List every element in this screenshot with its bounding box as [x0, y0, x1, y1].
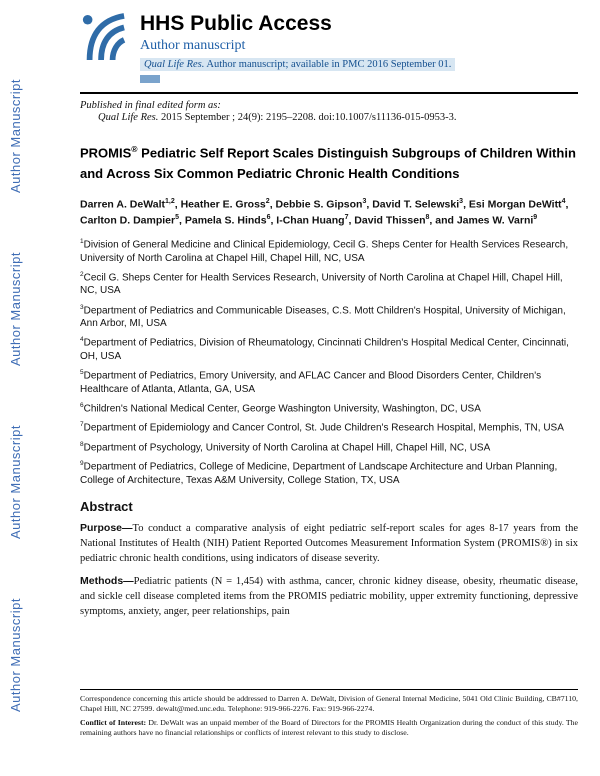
author-manuscript-watermark: Author Manuscript: [8, 79, 23, 193]
affiliation-number: 5: [80, 369, 84, 377]
author-manuscript-watermark: Author Manuscript: [8, 425, 23, 539]
registered-mark: ®: [131, 144, 138, 155]
citation-line: [98, 112, 578, 123]
affiliation: $^7$Department of Epidemiology and Cancer Control, St. Jude Children's Research Hospital, Memphis, TN, USA: [80, 421, 564, 434]
hhs-public-access-title: HHS Public Access: [140, 12, 332, 35]
hhs-header: [80, 0, 578, 83]
author-affiliation-ref: 5: [175, 213, 180, 221]
citation-journal: Qual Life Res.: [98, 112, 159, 124]
author-affiliation-ref: 1,2: [165, 197, 175, 205]
abstract-section-label: Methods—: [80, 574, 134, 587]
email-link[interactable]: dewalt@med.unc.edu.: [156, 704, 226, 714]
title-brand: PROMIS: [80, 145, 132, 161]
header-divider: [80, 92, 578, 94]
authors-line: Darren A. DeWalt$^{1,2}$, Heather E. Gross$^2$, Debbie S. Gipson$^3$, David T. Selewski$^3$, Esi Morgan DeWitt$^4$, Carlton D. Dampier$^5$, Pamela S. Hinds$^6$, I-Chan Huang$^7$, David Thissen$^8$, and James W. Varni$^9$: [80, 197, 569, 227]
abstract-paragraph: Methods—Pediatric patients (N = 1,454) with asthma, cancer, chronic kidney disease, obesity, rheumatic disease, and sickle cell disease completed items from the PROMIS pediatric mobility, upper extremity functioning, depressive symptoms, anxiety, anger, peer relationships, pain: [80, 574, 578, 617]
affiliation: $^5$Department of Pediatrics, Emory University, and AFLAC Cancer and Blood Disorders Center, Children's Healthcare of Atlanta, Atlanta, GA, USA: [80, 369, 542, 395]
affiliation-number: 1: [80, 238, 84, 246]
abstract-heading: Abstract: [80, 498, 133, 514]
author-manuscript-label: Author manuscript: [140, 38, 246, 54]
availability-text: Author manuscript; available in PMC 2016 September 01.: [204, 59, 452, 71]
correspondence-contact: Telephone: 919-966-2276. Fax: 919-966-2274.: [225, 704, 375, 714]
affiliation-number: 3: [80, 303, 84, 311]
journal-name-italic: Qual Life Res.: [144, 59, 205, 71]
author-affiliation-ref: 6: [266, 213, 271, 221]
hhs-logo-icon: [80, 12, 126, 62]
author-affiliation-ref: 3: [459, 197, 464, 205]
conflict-of-interest-note: [80, 718, 578, 739]
abstract-section: [80, 521, 578, 619]
affiliation: $^4$Department of Pediatrics, Division of Rheumatology, Cincinnati Children's Hospital Medical Center, Cincinnati, OH, USA: [80, 336, 569, 362]
affiliation-number: 2: [80, 270, 84, 278]
footnote-area: [80, 689, 578, 742]
affiliation-number: 7: [80, 421, 84, 429]
affiliation: $^3$Department of Pediatrics and Communicable Diseases, C.S. Mott Children's Hospital, University of Michigan, Ann Arbor, MI, USA: [80, 303, 566, 330]
affiliation-number: 4: [80, 336, 84, 344]
affiliation-number: 9: [80, 460, 84, 468]
author-affiliation-ref: 8: [425, 213, 430, 221]
affiliation: $^6$Children's National Medical Center, George Washington University, Washington, DC, USA: [80, 401, 481, 415]
footnote-divider: [80, 689, 578, 690]
affiliation-number: 6: [80, 401, 84, 409]
author-affiliation-ref: 3: [362, 197, 367, 205]
author-manuscript-watermark: Author Manuscript: [8, 598, 23, 712]
affiliation-number: 8: [80, 440, 84, 448]
pmc-link-stub[interactable]: [140, 75, 160, 83]
header-text: [140, 12, 455, 83]
conflict-text: Dr. DeWalt was an unpaid member of the Board of Directors for the PROMIS Health Organization during the conduct of this study. The remaining authors have no financial relationships or conflicts of interest relevant to this study to disclose.: [80, 717, 578, 738]
conflict-label: Conflict of Interest:: [80, 717, 147, 727]
hhs-logo: [80, 12, 126, 67]
author-manuscript-watermark: Author Manuscript: [8, 252, 23, 366]
abstract-section-label: Purpose—: [80, 521, 133, 534]
affiliation: $^8$Department of Psychology, University of North Carolina at Chapel Hill, Chapel Hill, NC, USA: [80, 440, 491, 454]
affiliation: $^2$Cecil G. Sheps Center for Health Services Research, University of North Carolina at Chapel Hill, Chapel Hill, NC, USA: [80, 270, 563, 297]
published-as-line: Published in final edited form as:: [80, 100, 221, 112]
citation-rest: 2015 September ; 24(9): 2195–2208. doi:10.1007/s11136-015-0953-3.: [158, 112, 457, 124]
author-affiliation-ref: 4: [561, 197, 566, 205]
affiliation: $^1$Division of General Medicine and Clinical Epidemiology, Cecil G. Sheps Center for Health Services Research, University of North Carolina at Chapel Hill, Chapel Hill, NC, USA: [80, 238, 569, 264]
pmc-availability-link[interactable]: [140, 58, 455, 71]
correspondence-note: [80, 694, 578, 715]
page-content: [80, 0, 578, 619]
title-rest: Pediatric Self Report Scales Distinguish Subgroups of Children Within and Across Six Common Pediatric Chronic Health Conditions: [80, 145, 576, 181]
affiliation: $^9$Department of Pediatrics, College of Medicine, Department of Landscape Architecture and Urban Planning, College of Architecture, Texas A&M University, College Station, TX, USA: [80, 460, 558, 486]
correspondence-text: Correspondence concerning this article should be addressed to Darren A. DeWalt, Division of General Internal Medicine, 5041 Old Clinic Building, CB#7110, Chapel Hill, NC 27599.: [80, 693, 578, 714]
author-affiliation-ref: 2: [265, 197, 270, 205]
author-affiliation-ref: 9: [533, 213, 538, 221]
affiliations-list: [80, 238, 578, 487]
author-affiliation-ref: 7: [344, 213, 349, 221]
abstract-paragraph: Purpose—To conduct a comparative analysis of eight pediatric self-report scales for ages 8-17 years from the National Institutes of Health (NIH) Patient Reported Outcomes Measurement Information System (PROMIS®) in six pediatric chronic health conditions, using indicators of disease severity.: [80, 521, 578, 564]
article-title: [80, 143, 578, 184]
